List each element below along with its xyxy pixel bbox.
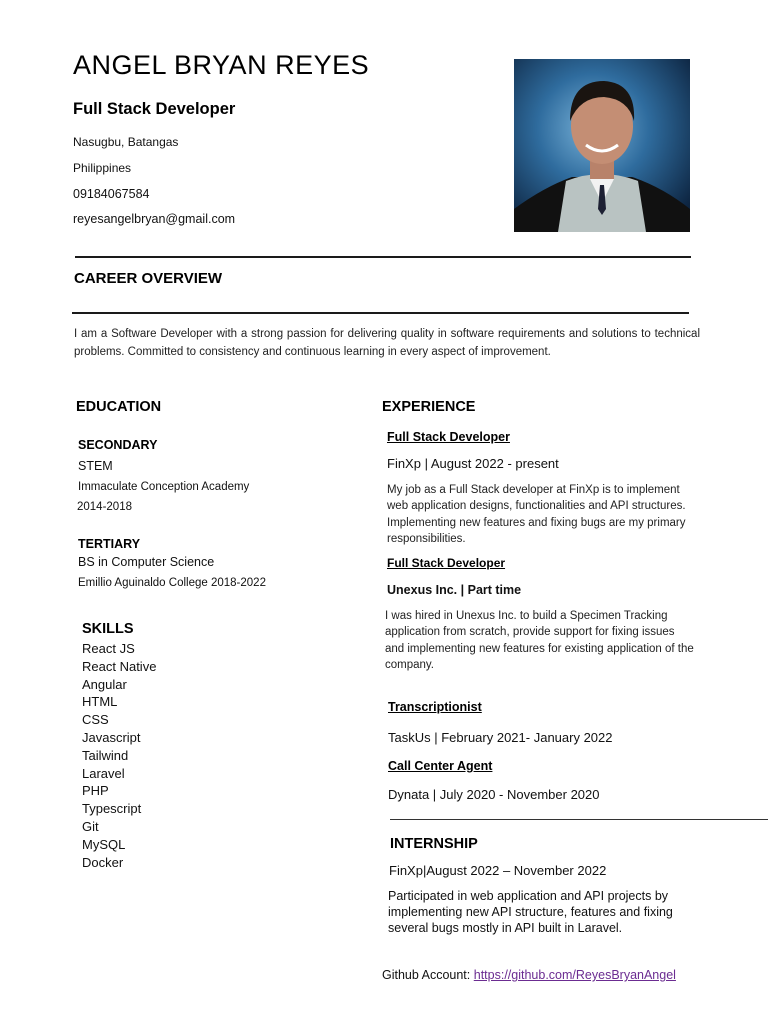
skill-item: Typescript <box>82 801 142 817</box>
job-title-1: Full Stack Developer <box>387 430 510 444</box>
github-line <box>382 968 676 982</box>
address-line-1: Nasugbu, Batangas <box>73 135 179 149</box>
skill-item: MySQL <box>82 836 126 852</box>
address-line-2: Philippines <box>73 161 132 175</box>
skill-item: React Native <box>82 658 157 674</box>
candidate-name: ANGEL BRYAN REYES <box>73 50 370 80</box>
internship-heading: INTERNSHIP <box>390 836 478 852</box>
phone-number: 09184067584 <box>73 187 150 201</box>
email-address: reyesangelbryan@gmail.com <box>73 212 236 226</box>
skill-item: Javascript <box>82 729 141 745</box>
job-company-2: Unexus Inc. | Part time <box>387 583 522 597</box>
secondary-years: 2014-2018 <box>77 501 132 513</box>
job-company-3: TaskUs | February 2021- January 2022 <box>388 730 613 745</box>
github-label: Github Account: <box>382 968 471 982</box>
job-description-2: I was hired in Unexus Inc. to build a Specimen Tracking application from scratch, provide support for fixing issues and implementing new features for existing application of the company. <box>385 610 694 671</box>
skill-item: Docker <box>82 854 124 870</box>
skill-item: React JS <box>82 641 135 656</box>
job-description-1: My job as a Full Stack developer at FinXp is to implement web application designs, functionalities and API structures. Implementing new features and fixing bugs are my primary responsibilities. <box>387 484 686 545</box>
skill-item: Laravel <box>82 765 125 781</box>
tertiary-school: Emillio Aguinaldo College 2018-2022 <box>78 577 266 589</box>
profile-photo <box>514 59 690 232</box>
internship-company: FinXp|August 2022 – November 2022 <box>389 863 607 878</box>
career-overview-text: I am a Software Developer with a strong passion for delivering quality in software requirements and solutions to technical problems. Committed to consistency and continuous learning in every aspect of improvement. <box>74 328 700 358</box>
skill-item: Git <box>82 818 99 834</box>
skill-item: Tailwind <box>82 747 129 763</box>
job-company-1: FinXp | August 2022 - present <box>387 456 559 471</box>
secondary-strand: STEM <box>78 459 113 473</box>
skill-item: HTML <box>82 694 118 710</box>
job-title-2: Full Stack Developer <box>387 556 506 570</box>
skill-item: Angular <box>82 676 127 692</box>
skill-item: PHP <box>82 783 109 799</box>
github-link[interactable]: https://github.com/ReyesBryanAngel <box>473 968 676 982</box>
career-overview-heading: CAREER OVERVIEW <box>74 270 223 287</box>
job-title-4: Call Center Agent <box>388 759 493 773</box>
internship-description: Participated in web application and API projects by implementing new API structure, features and fixing several bugs mostly in API built in Laravel. <box>388 889 673 935</box>
education-heading: EDUCATION <box>76 399 162 415</box>
experience-divider <box>390 819 768 820</box>
secondary-school: Immaculate Conception Academy <box>78 481 250 493</box>
job-company-4: Dynata | July 2020 - November 2020 <box>388 787 600 802</box>
job-title: Full Stack Developer <box>73 100 236 118</box>
skills-heading: SKILLS <box>82 621 134 637</box>
skills-list <box>82 640 156 871</box>
divider-top <box>75 256 691 258</box>
secondary-label: SECONDARY <box>78 438 158 452</box>
tertiary-course: BS in Computer Science <box>78 555 215 569</box>
tertiary-label: TERTIARY <box>78 537 141 551</box>
job-title-3: Transcriptionist <box>388 700 482 714</box>
skill-item: CSS <box>82 712 109 728</box>
experience-heading: EXPERIENCE <box>382 399 476 415</box>
divider-bottom <box>72 312 689 314</box>
